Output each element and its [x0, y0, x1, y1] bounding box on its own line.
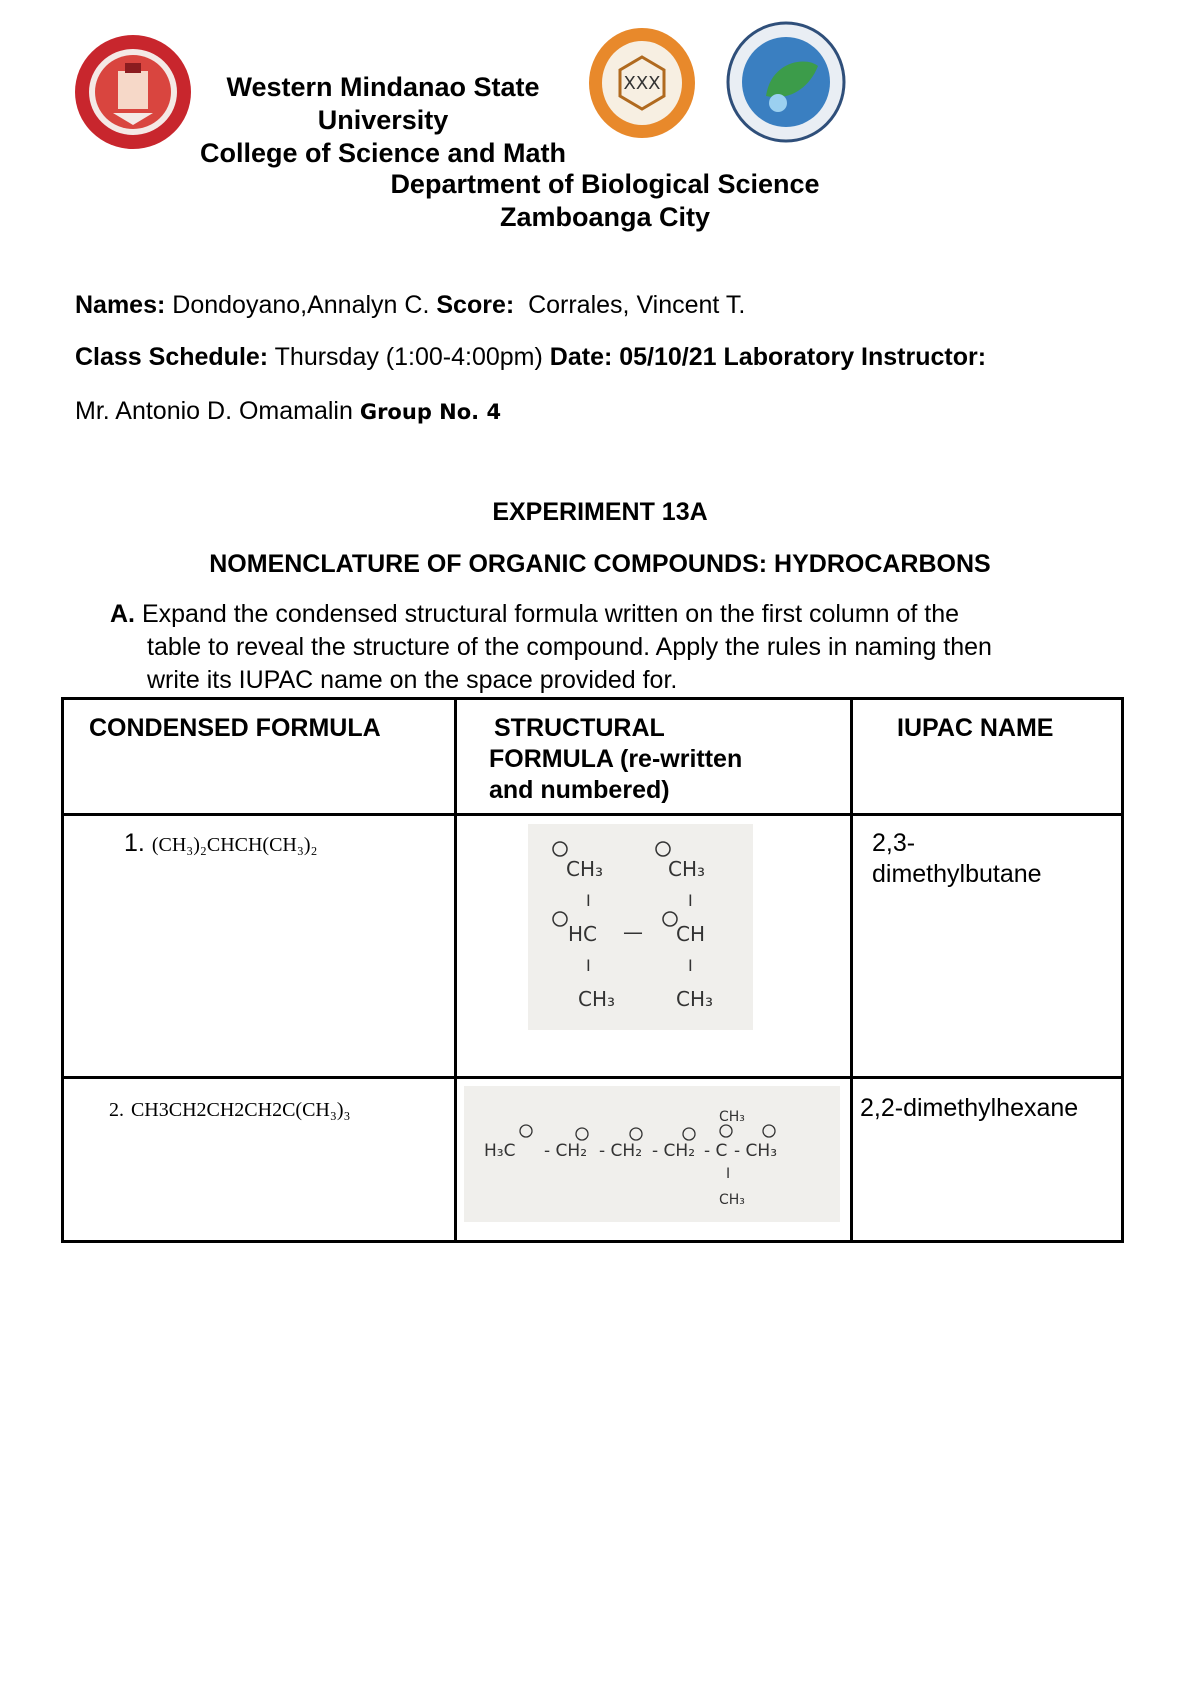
row-2-condensed: 2. CH3CH2CH2CH2C(CH₃)₃ [109, 1099, 351, 1121]
wmsu-seal-logo [73, 33, 193, 151]
names-score-line [75, 291, 745, 320]
header-iupac-name: IUPAC NAME [897, 714, 1054, 742]
svg-text:XXX: XXX [623, 73, 661, 94]
score-label: Score: [436, 291, 515, 319]
row-2-structural-photo [464, 1086, 840, 1222]
svg-text:- CH₂: - CH₂ [599, 1141, 643, 1161]
university-name-line1: Western Mindanao State [226, 72, 540, 102]
group-label: Group No. 4 [359, 400, 502, 424]
svg-text:I: I [688, 956, 693, 975]
svg-text:H₃C: H₃C [484, 1141, 516, 1161]
city-name: Zamboanga City [499, 202, 711, 232]
svg-text:- CH₂: - CH₂ [652, 1141, 696, 1161]
svg-text:CH₃: CH₃ [676, 987, 714, 1011]
header-condensed-formula: CONDENSED FORMULA [89, 714, 381, 742]
instructor-label: Laboratory Instructor: [723, 343, 987, 371]
instruction-line3: write its IUPAC name on the space provided for. [147, 666, 678, 694]
svg-text:I: I [688, 891, 693, 910]
instruction-line2: table to reveal the structure of the compound. Apply the rules in naming then [147, 633, 992, 661]
svg-text:I: I [586, 956, 591, 975]
date-label: Date: 05/10/21 [549, 343, 717, 371]
table-column-divider [454, 700, 457, 1240]
row-1-iupac-name: 2,3- dimethylbutane [872, 829, 1042, 888]
svg-text:I: I [726, 1166, 731, 1182]
svg-text:- CH₂: - CH₂ [544, 1141, 588, 1161]
biology-department-seal-logo [726, 21, 846, 143]
department-name: Department of Biological Science [390, 169, 820, 199]
names-value: Dondoyano,Annalyn C. [172, 291, 430, 319]
instruction-letter: A. [110, 600, 135, 628]
instruction-line1: Expand the condensed structural formula written on the first column of the [141, 600, 960, 628]
schedule-line [75, 343, 986, 372]
svg-text:CH₃: CH₃ [719, 1109, 745, 1125]
svg-text:I: I [586, 891, 591, 910]
svg-text:—: — [623, 920, 643, 944]
svg-text:- CH₃: - CH₃ [734, 1141, 778, 1161]
schedule-value: Thursday (1:00-4:00pm) [274, 343, 543, 371]
svg-text:CH₃: CH₃ [578, 987, 616, 1011]
header-structural-formula: STRUCTURAL FORMULA (re-written and numbered) [489, 714, 743, 804]
row-1-handwritten-structure [528, 824, 753, 1030]
experiment-title: NOMENCLATURE OF ORGANIC COMPOUNDS: HYDROCARBONS [209, 550, 991, 578]
schedule-label: Class Schedule: [75, 343, 269, 371]
names-label: Names: [75, 291, 166, 319]
experiment-number: EXPERIMENT 13A [492, 498, 708, 526]
table-column-divider [850, 700, 853, 1240]
svg-text:CH₃: CH₃ [668, 857, 706, 881]
table-row-divider [64, 813, 1121, 816]
instruction-block [110, 598, 1120, 697]
row-2-iupac-name: 2,2-dimethylhexane [860, 1094, 1079, 1122]
college-name: College of Science and Math [199, 138, 567, 168]
university-name-line2: University [317, 105, 449, 135]
instructor-value: Mr. Antonio D. Omamalin [75, 397, 353, 425]
instructor-line [75, 397, 501, 426]
table-row-divider [64, 1076, 1121, 1079]
svg-text:CH: CH [676, 922, 706, 946]
row-1-condensed: 1. (CH₃)₂CHCH(CH₃)₂ [124, 829, 318, 857]
row-1-structural-photo [528, 824, 753, 1030]
svg-text:CH₃: CH₃ [719, 1192, 745, 1208]
college-science-math-seal-logo [588, 27, 696, 139]
row-2-handwritten-structure [464, 1086, 840, 1222]
score-value: Corrales, Vincent T. [528, 291, 746, 319]
svg-text:- C: - C [704, 1141, 728, 1161]
svg-text:CH₃: CH₃ [566, 857, 604, 881]
svg-text:HC: HC [568, 922, 598, 946]
nomenclature-table [61, 697, 1124, 1243]
